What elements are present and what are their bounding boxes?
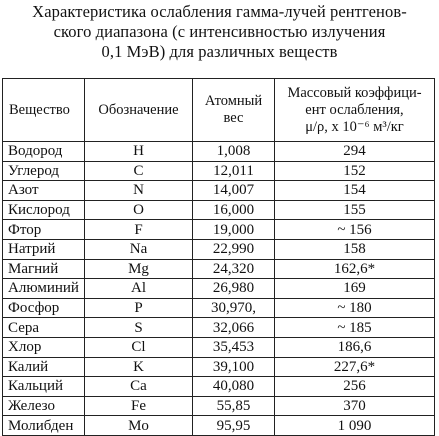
attenuation-coefficient-cell: 158 xyxy=(275,239,435,259)
attenuation-coefficient-cell: ~ 185 xyxy=(275,318,435,338)
attenuation-coefficient-cell: ~ 180 xyxy=(275,298,435,318)
symbol-cell: P xyxy=(85,298,193,318)
substance-cell: Фтор xyxy=(3,220,85,240)
table-row xyxy=(3,318,435,338)
header-line: Массовый коэффици- xyxy=(287,84,422,101)
atomic-weight-cell: 35,453 xyxy=(193,337,275,357)
header-line: ент ослабления, xyxy=(305,101,404,118)
substance-cell: Кальций xyxy=(3,377,85,397)
substance-cell: Железо xyxy=(3,396,85,416)
substance-cell: Азот xyxy=(3,181,85,201)
table-row xyxy=(3,181,435,201)
symbol-cell: C xyxy=(85,161,193,181)
symbol-cell: Ca xyxy=(85,377,193,397)
table-row xyxy=(3,416,435,436)
substance-cell: Сера xyxy=(3,318,85,338)
substance-cell: Фосфор xyxy=(3,298,85,318)
header-row xyxy=(3,79,435,142)
attenuation-coefficient-cell: 155 xyxy=(275,200,435,220)
header-line: μ/ρ, х 10⁻⁶ м³/кг xyxy=(305,118,404,135)
symbol-cell: Mo xyxy=(85,416,193,436)
substance-cell: Водород xyxy=(3,142,85,162)
symbol-cell: Cl xyxy=(85,337,193,357)
table-row xyxy=(3,220,435,240)
caption-line: 0,1 МэВ) для различных веществ xyxy=(101,42,338,61)
attenuation-coefficient-cell: 1 090 xyxy=(275,416,435,436)
symbol-cell: S xyxy=(85,318,193,338)
substance-cell: Углерод xyxy=(3,161,85,181)
attenuation-coefficient-cell: 186,6 xyxy=(275,337,435,357)
column-header-coefficient xyxy=(275,79,435,142)
atomic-weight-cell: 24,320 xyxy=(193,259,275,279)
attenuation-coefficient-cell: ~ 156 xyxy=(275,220,435,240)
column-header-symbol: Обозначение xyxy=(85,79,193,142)
substance-cell: Молибден xyxy=(3,416,85,436)
table-row xyxy=(3,259,435,279)
table-row xyxy=(3,239,435,259)
column-header-substance: Вещество xyxy=(3,79,85,142)
table-row xyxy=(3,377,435,397)
atomic-weight-cell: 55,85 xyxy=(193,396,275,416)
header-line: Атомный xyxy=(204,93,263,109)
symbol-cell: N xyxy=(85,181,193,201)
table-row xyxy=(3,337,435,357)
header-line: вес xyxy=(223,110,244,126)
symbol-cell: F xyxy=(85,220,193,240)
substance-cell: Магний xyxy=(3,259,85,279)
table-row xyxy=(3,396,435,416)
column-header-weight xyxy=(193,79,275,142)
table-row xyxy=(3,279,435,299)
substance-cell: Алюминий xyxy=(3,279,85,299)
substance-cell: Хлор xyxy=(3,337,85,357)
symbol-cell: Al xyxy=(85,279,193,299)
symbol-cell: K xyxy=(85,357,193,377)
symbol-cell: H xyxy=(85,142,193,162)
caption-line: ского диапазона (с интенсивностью излучения xyxy=(53,22,386,41)
attenuation-coefficient-cell: 154 xyxy=(275,181,435,201)
attenuation-coefficient-cell: 370 xyxy=(275,396,435,416)
atomic-weight-cell: 16,000 xyxy=(193,200,275,220)
atomic-weight-cell: 40,080 xyxy=(193,377,275,397)
substance-cell: Калий xyxy=(3,357,85,377)
atomic-weight-cell: 19,000 xyxy=(193,220,275,240)
symbol-cell: O xyxy=(85,200,193,220)
table-caption xyxy=(0,2,439,62)
table-row xyxy=(3,298,435,318)
attenuation-coefficient-cell: 227,6* xyxy=(275,357,435,377)
table-row xyxy=(3,200,435,220)
table-body xyxy=(3,142,435,436)
symbol-cell: Fe xyxy=(85,396,193,416)
table-row xyxy=(3,142,435,162)
symbol-cell: Mg xyxy=(85,259,193,279)
attenuation-coefficient-cell: 162,6* xyxy=(275,259,435,279)
attenuation-coefficient-cell: 256 xyxy=(275,377,435,397)
atomic-weight-cell: 14,007 xyxy=(193,181,275,201)
caption-line: Характеристика ослабления гамма-лучей рентгенов- xyxy=(32,2,407,21)
table-header xyxy=(3,79,435,142)
symbol-cell: Na xyxy=(85,239,193,259)
attenuation-coefficient-cell: 169 xyxy=(275,279,435,299)
atomic-weight-cell: 32,066 xyxy=(193,318,275,338)
attenuation-coefficient-cell: 152 xyxy=(275,161,435,181)
atomic-weight-cell: 95,95 xyxy=(193,416,275,436)
atomic-weight-cell: 22,990 xyxy=(193,239,275,259)
attenuation-table xyxy=(2,78,435,436)
table-row xyxy=(3,161,435,181)
atomic-weight-cell: 39,100 xyxy=(193,357,275,377)
atomic-weight-cell: 1,008 xyxy=(193,142,275,162)
atomic-weight-cell: 12,011 xyxy=(193,161,275,181)
substance-cell: Натрий xyxy=(3,239,85,259)
atomic-weight-cell: 30,970, xyxy=(193,298,275,318)
table-row xyxy=(3,357,435,377)
attenuation-coefficient-cell: 294 xyxy=(275,142,435,162)
substance-cell: Кислород xyxy=(3,200,85,220)
atomic-weight-cell: 26,980 xyxy=(193,279,275,299)
